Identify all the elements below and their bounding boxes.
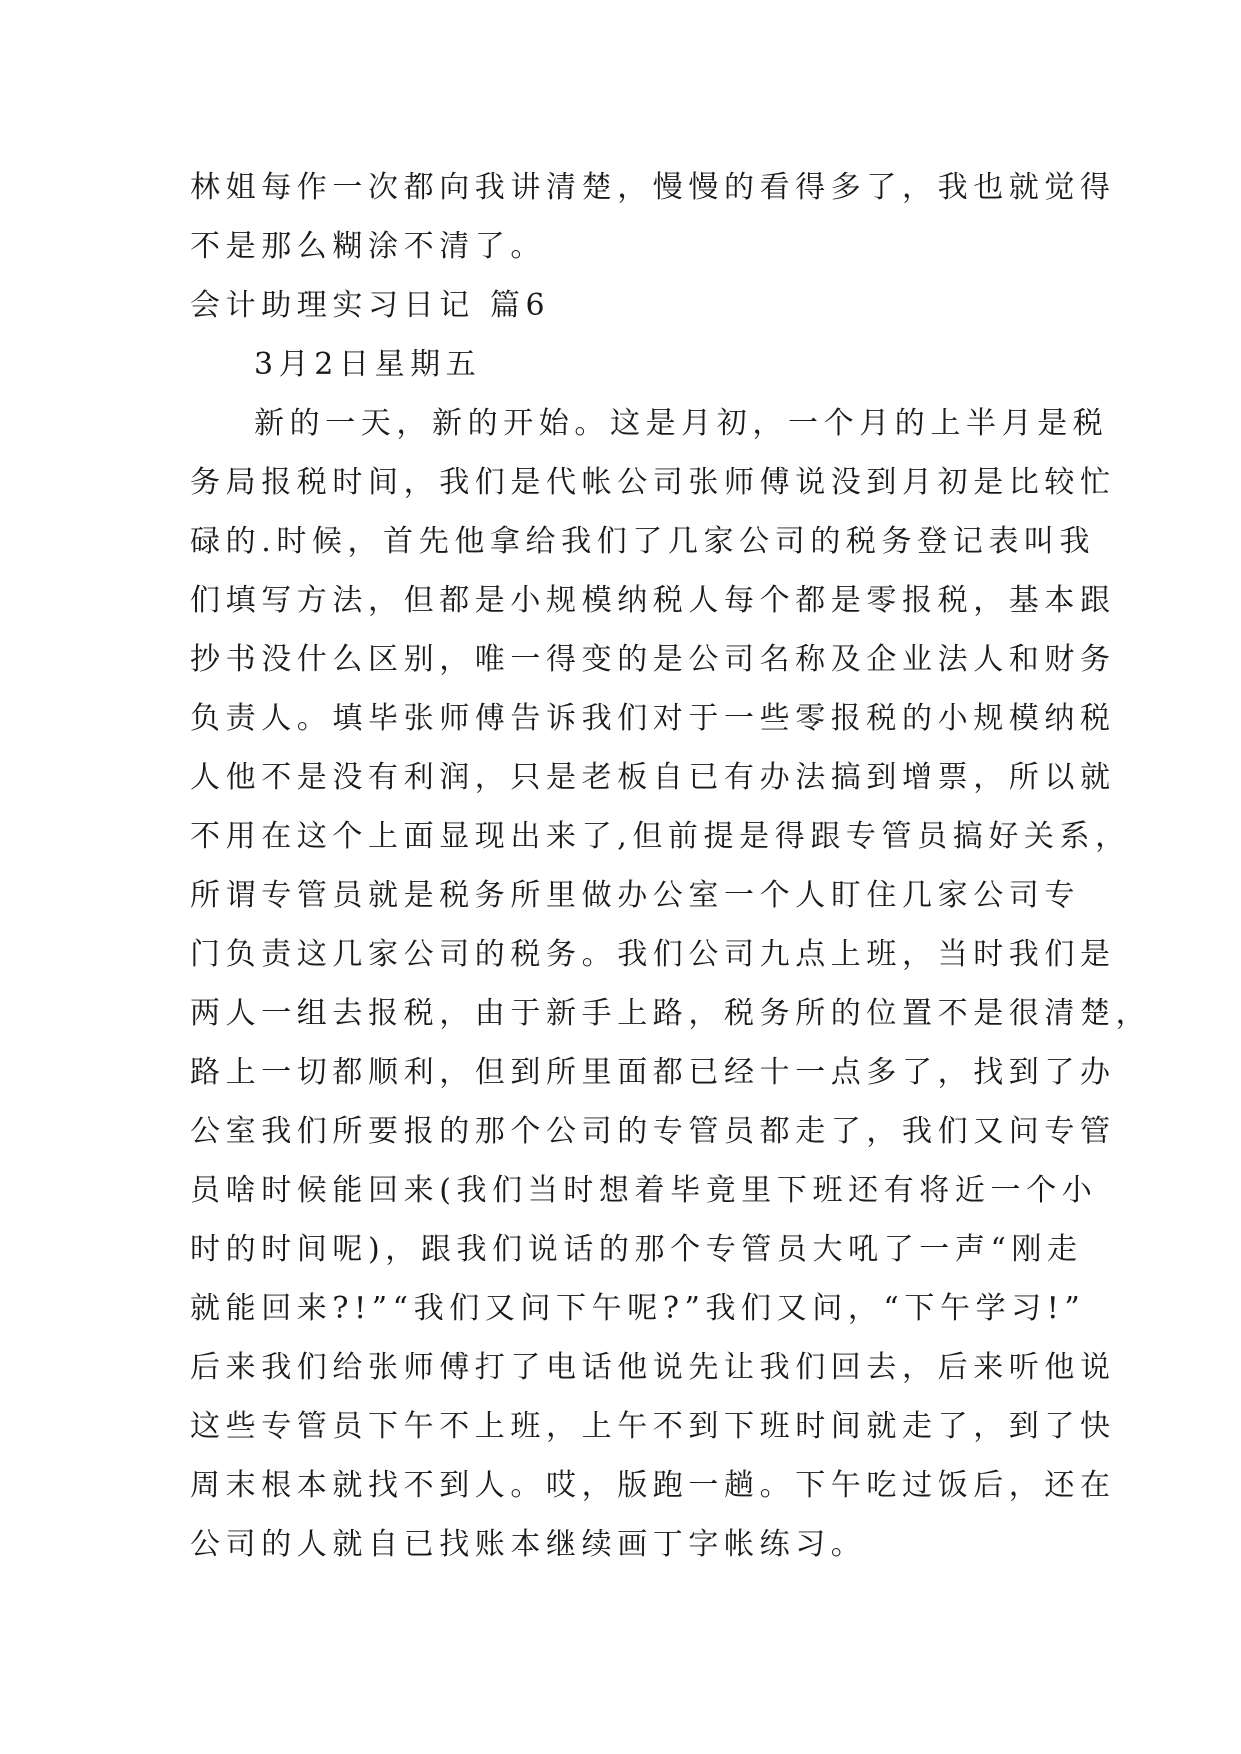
paragraph-line-20: 公司的人就自已找账本继续画丁字帐练习。 xyxy=(190,1527,867,1562)
paragraph-line-6: 负责人。填毕张师傅告诉我们对于一些零报税的小规模纳税 xyxy=(190,701,1116,736)
intro-line-2: 不是那么糊涂不清了。 xyxy=(190,229,546,264)
paragraph-line-17: 后来我们给张师傅打了电话他说先让我们回去，后来听他说 xyxy=(190,1350,1116,1385)
document-text xyxy=(190,158,1152,1574)
date-line: 3月2日星期五 xyxy=(254,347,482,382)
paragraph-line-7: 人他不是没有利润，只是老板自已有办法搞到增票，所以就 xyxy=(190,760,1116,795)
paragraph-line-11: 两人一组去报税，由于新手上路，税务所的位置不是很清楚， xyxy=(190,996,1152,1031)
paragraph-line-15: 时的时间呢)，跟我们说话的那个专管员大吼了一声“刚走 xyxy=(190,1232,1083,1267)
paragraph-line-2: 务局报税时间，我们是代帐公司张师傅说没到月初是比较忙 xyxy=(190,465,1116,500)
paragraph-line-13: 公室我们所要报的那个公司的专管员都走了，我们又问专管 xyxy=(190,1114,1116,1149)
paragraph-line-8: 不用在这个上面显现出来了,但前提是得跟专管员搞好关系， xyxy=(190,819,1131,854)
paragraph-line-4: 们填写方法，但都是小规模纳税人每个都是零报税，基本跟 xyxy=(190,583,1116,618)
paragraph-line-10: 门负责这几家公司的税务。我们公司九点上班，当时我们是 xyxy=(190,937,1116,972)
paragraph-line-3: 碌的.时候，首先他拿给我们了几家公司的税务登记表叫我 xyxy=(190,524,1096,559)
intro-line-1: 林姐每作一次都向我讲清楚，慢慢的看得多了，我也就觉得 xyxy=(190,170,1116,205)
paragraph-line-14: 员啥时候能回来(我们当时想着毕竟里下班还有将近一个小 xyxy=(190,1173,1098,1208)
paragraph-line-16: 就能回来?!”“我们又问下午呢?”我们又问，“下午学习!” xyxy=(190,1291,1086,1326)
paragraph-line-5: 抄书没什么区别，唯一得变的是公司名称及企业法人和财务 xyxy=(190,642,1116,677)
paragraph-line-1: 新的一天，新的开始。这是月初，一个月的上半月是税 xyxy=(254,406,1109,441)
paragraph-line-18: 这些专管员下午不上班，上午不到下班时间就走了，到了快 xyxy=(190,1409,1116,1444)
paragraph-line-12: 路上一切都顺利，但到所里面都已经十一点多了，找到了办 xyxy=(190,1055,1116,1090)
paragraph-line-19: 周末根本就找不到人。哎，版跑一趟。下午吃过饭后，还在 xyxy=(190,1468,1116,1503)
section-title: 会计助理实习日记 篇6 xyxy=(190,288,551,323)
paragraph-line-9: 所谓专管员就是税务所里做办公室一个人盯住几家公司专 xyxy=(190,878,1080,913)
